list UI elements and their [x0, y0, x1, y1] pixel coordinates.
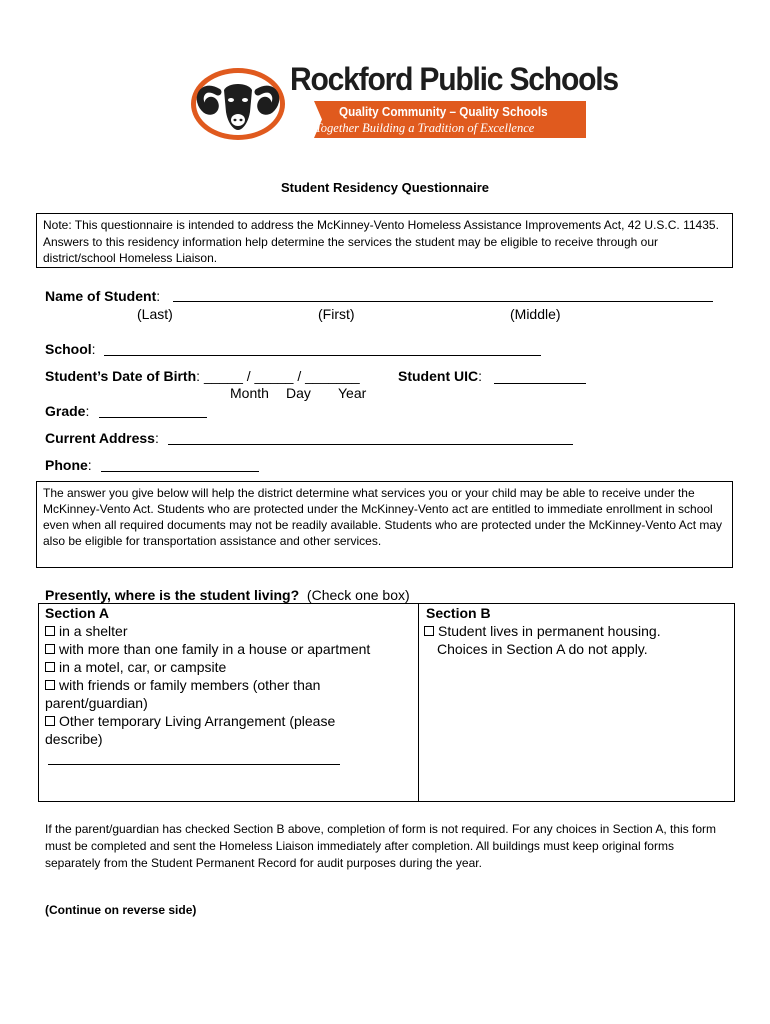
page-title: Student Residency Questionnaire — [280, 180, 490, 195]
other-describe-line[interactable] — [48, 764, 340, 765]
option-other-continuation: describe) — [45, 731, 103, 747]
section-a-title: Section A — [45, 605, 110, 621]
option-permanent-continuation: Choices in Section A do not apply. — [437, 641, 648, 657]
dob-label: Student’s Date of Birth — [45, 368, 197, 384]
address-field-row: Current Address: — [45, 430, 159, 446]
uic-field-row: Student UIC: — [398, 368, 482, 384]
option-motel-car-campsite[interactable]: in a motel, car, or campsite — [45, 658, 226, 676]
footer-note: If the parent/guardian has checked Section B above, completion of form is not required. For any choices in Section A, this form must be completed and sent the Homeless Liaison immediately after completion. All buildings must keep original forms separately from the Student Permanent Record for audit purposes during the year. — [45, 822, 717, 870]
section-b-title: Section B — [426, 605, 491, 621]
living-question — [45, 586, 410, 604]
option-friends-family-continuation: parent/guardian) — [45, 695, 148, 711]
checkbox[interactable] — [45, 662, 55, 672]
uic-label: Student UIC — [398, 368, 479, 384]
checkbox[interactable] — [424, 626, 434, 636]
address-label: Current Address — [45, 430, 155, 446]
name-first-caption: (First) — [318, 306, 355, 322]
option-multiple-families[interactable]: with more than one family in a house or apartment — [45, 640, 370, 658]
continue-note: (Continue on reverse side) — [45, 903, 197, 917]
name-last-caption: (Last) — [137, 306, 173, 322]
checkbox[interactable] — [45, 716, 55, 726]
option-friends-family[interactable]: with friends or family members (other than — [45, 676, 320, 694]
option-shelter[interactable]: in a shelter — [45, 622, 127, 640]
school-input-line[interactable] — [104, 355, 541, 356]
dob-input-blanks[interactable]: _____ / _____ / _______ — [203, 368, 360, 384]
name-field-row: Name of Student: — [45, 288, 161, 304]
phone-label: Phone — [45, 457, 88, 473]
table-divider — [418, 603, 419, 802]
school-field-row: School: — [45, 341, 96, 357]
note-box: Note: This questionnaire is intended to address the McKinney-Vento Homeless Assistance Improvements Act, 42 U.S.C. 11435. Answers to this residency information help determine the services the student may be eligible to receive through our district/school Homeless Liaison. — [36, 213, 733, 268]
school-label: School — [45, 341, 92, 357]
grade-field-row: Grade: — [45, 403, 90, 419]
grade-label: Grade — [45, 403, 86, 419]
dob-field-row: Student’s Date of Birth: _____ / _____ / _______ — [45, 368, 360, 384]
dob-day-caption: Day — [286, 385, 311, 401]
checkbox[interactable] — [45, 626, 55, 636]
checkbox[interactable] — [45, 644, 55, 654]
name-middle-caption: (Middle) — [510, 306, 561, 322]
option-other-temporary[interactable]: Other temporary Living Arrangement (please — [45, 712, 335, 730]
dob-year-caption: Year — [338, 385, 367, 401]
living-question-hint: (Check one box) — [306, 587, 410, 603]
logo-motto: Together Building a Tradition of Excellence — [315, 121, 535, 135]
logo-title: Rockford Public Schools — [290, 61, 618, 97]
ram-mascot-logo — [188, 64, 298, 144]
phone-input-line[interactable] — [101, 471, 259, 472]
info-box: The answer you give below will help the district determine what services you or your child may be able to receive under the McKinney-Vento Act. Students who are protected under the McKinney-Vento act are entitled to immediate enrollment in school even when all required documents may not be readily available. Students who are protected under the McKinney-Vento Act may also be eligible for transportation assistance and other services. — [36, 481, 733, 568]
name-label: Name of Student — [45, 288, 157, 304]
option-permanent-housing[interactable]: Student lives in permanent housing. — [424, 622, 661, 640]
address-input-line[interactable] — [168, 444, 573, 445]
phone-field-row: Phone: — [45, 457, 92, 473]
uic-input-line[interactable] — [494, 383, 586, 384]
checkbox[interactable] — [45, 680, 55, 690]
living-question-text: Presently, where is the student living? — [45, 587, 300, 603]
dob-month-caption: Month — [230, 385, 269, 401]
grade-input-line[interactable] — [99, 417, 207, 418]
logo-tagline: Quality Community – Quality Schools — [339, 104, 548, 119]
name-input-line[interactable] — [173, 301, 713, 302]
